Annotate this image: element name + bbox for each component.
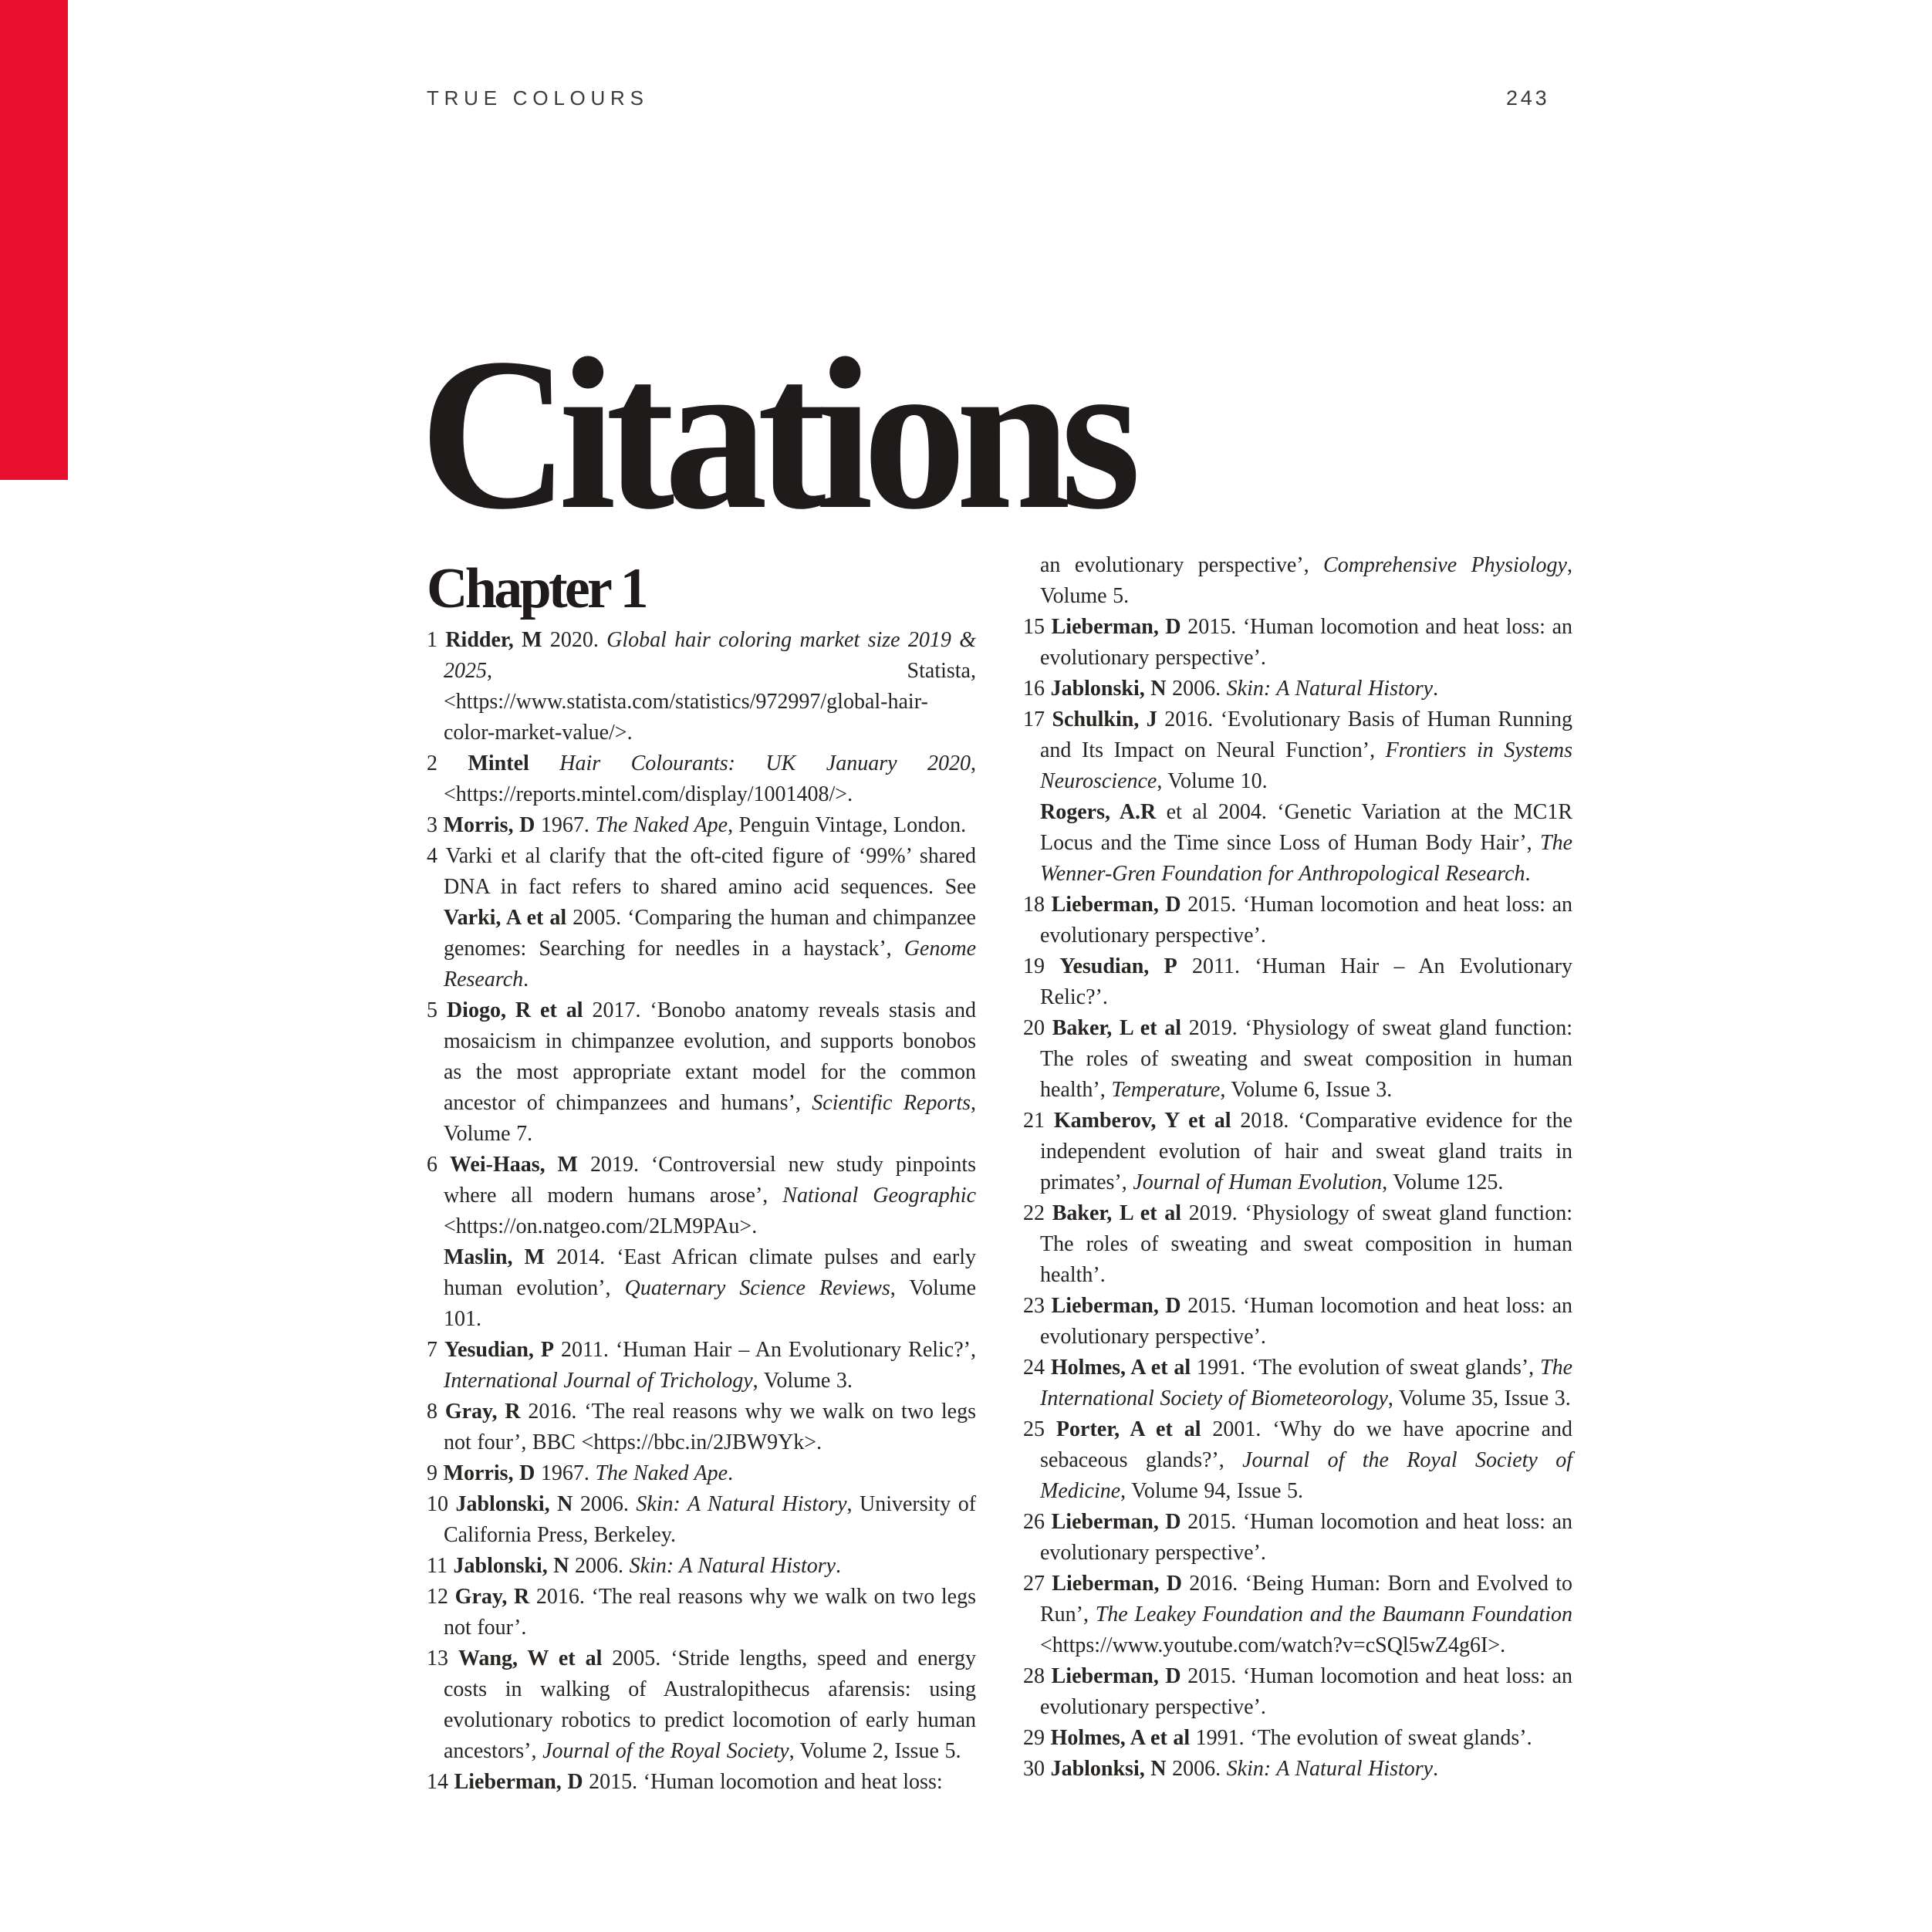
citation-text: et al 2004. ‘Genetic Variation at the MC1R Locus and the Time since Loss of Human Body Hair’, — [1040, 800, 1572, 855]
citation-author: Jablonski, N — [453, 1554, 569, 1578]
citation-entry — [427, 1767, 976, 1798]
citation-number: 23 — [1023, 1294, 1052, 1318]
citation-text: . — [836, 1554, 842, 1578]
citation-source-title: Genome Research — [444, 937, 976, 991]
citation-text: 2016. ‘Evolutionary Basis of Human Running and Its Impact on Neural Function’, — [1040, 708, 1572, 762]
citation-text: 2006. — [573, 1492, 637, 1516]
citation-entry — [427, 1489, 976, 1551]
citation-text: 1967. — [535, 813, 596, 837]
citation-text: 2015. ‘Human locomotion and heat loss: an evolutionary perspective’. — [1040, 1510, 1572, 1565]
citation-text: 2015. ‘Human locomotion and heat loss: an evolutionary perspective’. — [1040, 1294, 1572, 1349]
citation-text: , Volume 5. — [1040, 553, 1572, 608]
citation-author: Lieberman, D — [1051, 1510, 1181, 1534]
citation-source-title: Skin: A Natural History — [1226, 1757, 1434, 1781]
citation-text: . — [1433, 677, 1439, 701]
citation-number: 26 — [1023, 1510, 1052, 1534]
citation-author: Holmes, A et al — [1050, 1726, 1191, 1750]
citation-author: Varki, A et al — [444, 906, 567, 930]
citation-text: 2016. ‘The real reasons why we walk on two legs not four’, BBC <https://bbc.in/2JBW9Yk>. — [444, 1400, 976, 1454]
citation-text: , Volume 35, Issue 3. — [1387, 1387, 1571, 1410]
citation-entry — [427, 625, 976, 748]
citation-list-right — [1023, 550, 1572, 1785]
running-header: TRUE COLOURS — [427, 86, 649, 110]
citation-entry — [427, 748, 976, 810]
citation-entry — [1023, 550, 1572, 612]
citation-entry — [427, 1397, 976, 1458]
citation-author: Maslin, M — [444, 1245, 545, 1269]
citation-author: Morris, D — [443, 813, 535, 837]
citation-text: 2014. ‘East African climate pulses and early human evolution’, — [444, 1245, 976, 1300]
citation-author: Rogers, A.R — [1040, 800, 1157, 824]
citation-author: Yesudian, P — [1059, 954, 1177, 978]
citation-source-title: Journal of the Royal Society of Medicine — [1040, 1448, 1572, 1503]
citation-text: 2018. ‘Comparative evidence for the independent evolution of hair and sweat gland traits in primates’, — [1040, 1109, 1572, 1194]
citation-number: 16 — [1023, 677, 1051, 701]
citation-source-title: Skin: A Natural History — [629, 1554, 836, 1578]
citation-author: Ridder, M — [445, 628, 542, 652]
citation-entry — [1023, 1414, 1572, 1507]
citation-number: 4 — [427, 844, 446, 868]
citation-entry — [427, 841, 976, 995]
citation-entry — [1023, 890, 1572, 951]
citation-author: Porter, A et al — [1056, 1417, 1201, 1441]
citation-columns — [427, 540, 1572, 1798]
citation-text: 2017. ‘Bonobo anatomy reveals stasis and mosaicism in chimpanzee evolution, and supports bonobos as the most appropriate extant model for the common ancestor of chimpanzees and humans’, — [444, 998, 977, 1115]
citation-entry — [427, 810, 976, 841]
citation-list-left — [427, 625, 976, 1798]
citation-text: 2015. ‘Human locomotion and heat loss: an evolutionary perspective’. — [1040, 615, 1572, 670]
citation-source-title: Comprehensive Physiology — [1323, 553, 1567, 577]
citation-text: , Volume 2, Issue 5. — [789, 1739, 961, 1763]
citation-entry — [427, 1150, 976, 1242]
citation-text: 2015. ‘Human locomotion and heat loss: an evolutionary perspective’. — [1040, 893, 1572, 947]
citation-source-title: The Naked Ape — [595, 1461, 728, 1485]
citation-author: Holmes, A et al — [1050, 1356, 1191, 1380]
citation-number: 29 — [1023, 1726, 1051, 1750]
citation-number: 8 — [427, 1400, 445, 1424]
citation-entry — [1023, 951, 1572, 1013]
citation-entry — [1023, 1291, 1572, 1353]
citation-entry — [1023, 1198, 1572, 1291]
citation-number: 22 — [1023, 1201, 1052, 1225]
citation-author: Lieberman, D — [1052, 1572, 1183, 1596]
citation-source-title: International Journal of Trichology — [444, 1369, 753, 1393]
citation-text: 2001. ‘Why do we have apocrine and sebaceous glands?’, — [1040, 1417, 1572, 1472]
citation-number: 15 — [1023, 615, 1052, 639]
citation-text: 2020. — [542, 628, 607, 652]
citation-author: Jablonski, N — [455, 1492, 573, 1516]
citation-number: 2 — [427, 752, 468, 775]
citation-number: 18 — [1023, 893, 1052, 917]
citation-source-title: The International Society of Biometeorology — [1040, 1356, 1573, 1410]
citation-source-title: Skin: A Natural History — [636, 1492, 847, 1516]
citation-source-title: Journal of Human Evolution — [1133, 1170, 1383, 1194]
citation-author: Mintel — [468, 752, 529, 775]
citation-text: , Statista, <https://www.statista.com/statistics/972997/global-hair-color-market-value/>. — [444, 659, 976, 745]
citation-number: 11 — [427, 1554, 454, 1578]
page-title: Citations — [420, 313, 1131, 554]
citation-text: , Volume 6, Issue 3. — [1220, 1078, 1393, 1102]
citation-entry — [1023, 612, 1572, 674]
citation-text: 2011. ‘Human Hair – An Evolutionary Relic?’. — [1040, 954, 1572, 1009]
citation-author: Lieberman, D — [1051, 1294, 1181, 1318]
citation-source-title: Skin: A Natural History — [1226, 677, 1434, 701]
citation-source-title: Quaternary Science Reviews — [624, 1276, 890, 1300]
citation-source-title: The Naked Ape — [595, 813, 728, 837]
citation-text: <https://on.natgeo.com/2LM9PAu>. — [444, 1214, 758, 1238]
citation-entry — [1023, 1013, 1572, 1106]
citation-text: , Volume 125. — [1382, 1170, 1504, 1194]
citation-author: Lieberman, D — [454, 1770, 583, 1794]
citation-number: 24 — [1023, 1356, 1051, 1380]
citation-entry — [427, 1551, 976, 1582]
citation-entry — [427, 995, 976, 1150]
citation-author: Baker, L et al — [1052, 1201, 1182, 1225]
citation-text: , Volume 10. — [1157, 769, 1268, 793]
citation-text: 2016. ‘The real reasons why we walk on two legs not four’. — [444, 1585, 976, 1640]
citation-number: 6 — [427, 1153, 450, 1177]
citation-text: <https://www.youtube.com/watch?v=cSQl5wZ4g6I>. — [1040, 1633, 1506, 1657]
citation-source-title: The Leakey Foundation and the Baumann Foundation — [1095, 1603, 1573, 1626]
citation-entry — [427, 1458, 976, 1489]
citation-text: . — [728, 1461, 734, 1485]
citation-text: 1991. ‘The evolution of sweat glands’, — [1191, 1356, 1541, 1380]
citation-author: Gray, R — [454, 1585, 530, 1609]
citation-text: , <https://reports.mintel.com/display/1001408/>. — [444, 752, 977, 806]
citation-author: Wang, W et al — [458, 1647, 603, 1670]
citation-text — [529, 752, 559, 775]
citation-entry — [1023, 1507, 1572, 1569]
citation-number: 14 — [427, 1770, 454, 1794]
citation-text: , Volume 101. — [444, 1276, 977, 1331]
citation-author: Lieberman, D — [1051, 893, 1181, 917]
citation-author: Baker, L et al — [1052, 1016, 1182, 1040]
citation-text: Varki et al clarify that the oft-cited figure of ‘99%’ shared DNA in fact refers to shared amino acid sequences. See — [444, 844, 976, 899]
citation-text: , Volume 94, Issue 5. — [1120, 1479, 1304, 1503]
citation-number: 21 — [1023, 1109, 1054, 1133]
citation-text: 2015. ‘Human locomotion and heat loss: an evolutionary perspective’. — [1040, 1664, 1572, 1719]
citation-text: . — [1525, 862, 1531, 886]
citation-author: Jablonski, N — [1050, 677, 1167, 701]
citation-number: 20 — [1023, 1016, 1052, 1040]
citation-text: 2011. ‘Human Hair – An Evolutionary Relic?’, — [554, 1338, 976, 1362]
citation-number: 7 — [427, 1338, 444, 1362]
citation-author: Morris, D — [443, 1461, 535, 1485]
citation-entry — [427, 1643, 976, 1767]
citation-number: 1 — [427, 628, 446, 652]
citation-number: 10 — [427, 1492, 456, 1516]
citation-source-title: Hair Colourants: UK January 2020 — [559, 752, 971, 775]
citation-author: Schulkin, J — [1052, 708, 1157, 731]
citation-entry — [427, 1242, 976, 1335]
citation-text: 1991. ‘The evolution of sweat glands’. — [1190, 1726, 1532, 1750]
citation-text: an evolutionary perspective’, — [1040, 553, 1324, 577]
column-right — [1023, 540, 1572, 1798]
citation-source-title: Frontiers in Systems Neuroscience — [1040, 738, 1572, 793]
citation-author: Jablonksi, N — [1050, 1757, 1167, 1781]
citation-number: 9 — [427, 1461, 444, 1485]
chapter-edge-marker — [0, 0, 68, 480]
citation-text: 2006. — [569, 1554, 630, 1578]
citation-source-title: National Geographic — [782, 1184, 976, 1208]
citation-text: 2015. ‘Human locomotion and heat loss: — [583, 1770, 943, 1794]
citation-number: 12 — [427, 1585, 455, 1609]
citation-entry — [1023, 1569, 1572, 1661]
citation-author: Diogo, R et al — [446, 998, 583, 1022]
citation-number: 27 — [1023, 1572, 1052, 1596]
column-left — [427, 540, 976, 1798]
citation-number: 5 — [427, 998, 447, 1022]
citation-text: 1967. — [535, 1461, 596, 1485]
citation-author: Kamberov, Y et al — [1053, 1109, 1231, 1133]
citation-entry — [427, 1582, 976, 1643]
citation-entry — [1023, 1106, 1572, 1198]
citation-text: 2005. ‘Stride lengths, speed and energy costs in walking of Australopithecus afarensis: using evolutionary robotics to predict locomotion of early human ancestors’, — [444, 1647, 976, 1763]
citation-text: , Volume 7. — [444, 1091, 977, 1146]
citation-entry — [1023, 1353, 1572, 1414]
citation-text: 2016. ‘Being Human: Born and Evolved to Run’, — [1040, 1572, 1572, 1626]
citation-source-title: Scientific Reports — [812, 1091, 971, 1115]
citation-text: 2006. — [1166, 1757, 1227, 1781]
citation-text: 2019. ‘Physiology of sweat gland function: The roles of sweating and sweat composition in human health’, — [1040, 1016, 1572, 1102]
page-number: 243 — [1506, 86, 1550, 110]
citation-number: 19 — [1023, 954, 1060, 978]
citation-number: 3 — [427, 813, 444, 837]
citation-text: 2006. — [1166, 677, 1227, 701]
citation-text: 2005. ‘Comparing the human and chimpanzee genomes: Searching for needles in a haystack’, — [444, 906, 976, 961]
citation-author: Wei-Haas, M — [449, 1153, 578, 1177]
citation-number: 30 — [1023, 1757, 1051, 1781]
citation-author: Lieberman, D — [1051, 1664, 1181, 1688]
chapter-heading: Chapter 1 — [427, 557, 646, 620]
citation-number: 28 — [1023, 1664, 1052, 1688]
citation-source-title: The Wenner-Gren Foundation for Anthropological Research — [1040, 831, 1572, 886]
citation-entry — [1023, 1661, 1572, 1723]
citation-number: 13 — [427, 1647, 458, 1670]
citation-entry — [1023, 1723, 1572, 1754]
citation-text: , University of California Press, Berkeley. — [444, 1492, 977, 1547]
citation-text: . — [523, 968, 529, 991]
citation-text: 2019. ‘Controversial new study pinpoints where all modern humans arose’, — [444, 1153, 977, 1208]
citation-author: Lieberman, D — [1051, 615, 1181, 639]
citation-source-title: Global hair coloring market size 2019 & 2025 — [444, 628, 976, 683]
citation-author: Gray, R — [444, 1400, 521, 1424]
citation-entry — [1023, 704, 1572, 797]
citation-number: 17 — [1023, 708, 1052, 731]
citation-entry — [1023, 797, 1572, 890]
citation-entry — [1023, 1754, 1572, 1785]
citation-text: 2019. ‘Physiology of sweat gland function: The roles of sweating and sweat composition in human health’. — [1040, 1201, 1572, 1287]
citation-entry — [427, 1335, 976, 1397]
citation-author: Yesudian, P — [444, 1338, 554, 1362]
citation-entry — [1023, 674, 1572, 704]
citation-source-title: Temperature — [1111, 1078, 1221, 1102]
citation-text: , Penguin Vintage, London. — [728, 813, 967, 837]
citation-text: , Volume 3. — [752, 1369, 853, 1393]
citation-source-title: Journal of the Royal Society — [542, 1739, 789, 1763]
citation-text: . — [1433, 1757, 1439, 1781]
citation-number: 25 — [1023, 1417, 1056, 1441]
